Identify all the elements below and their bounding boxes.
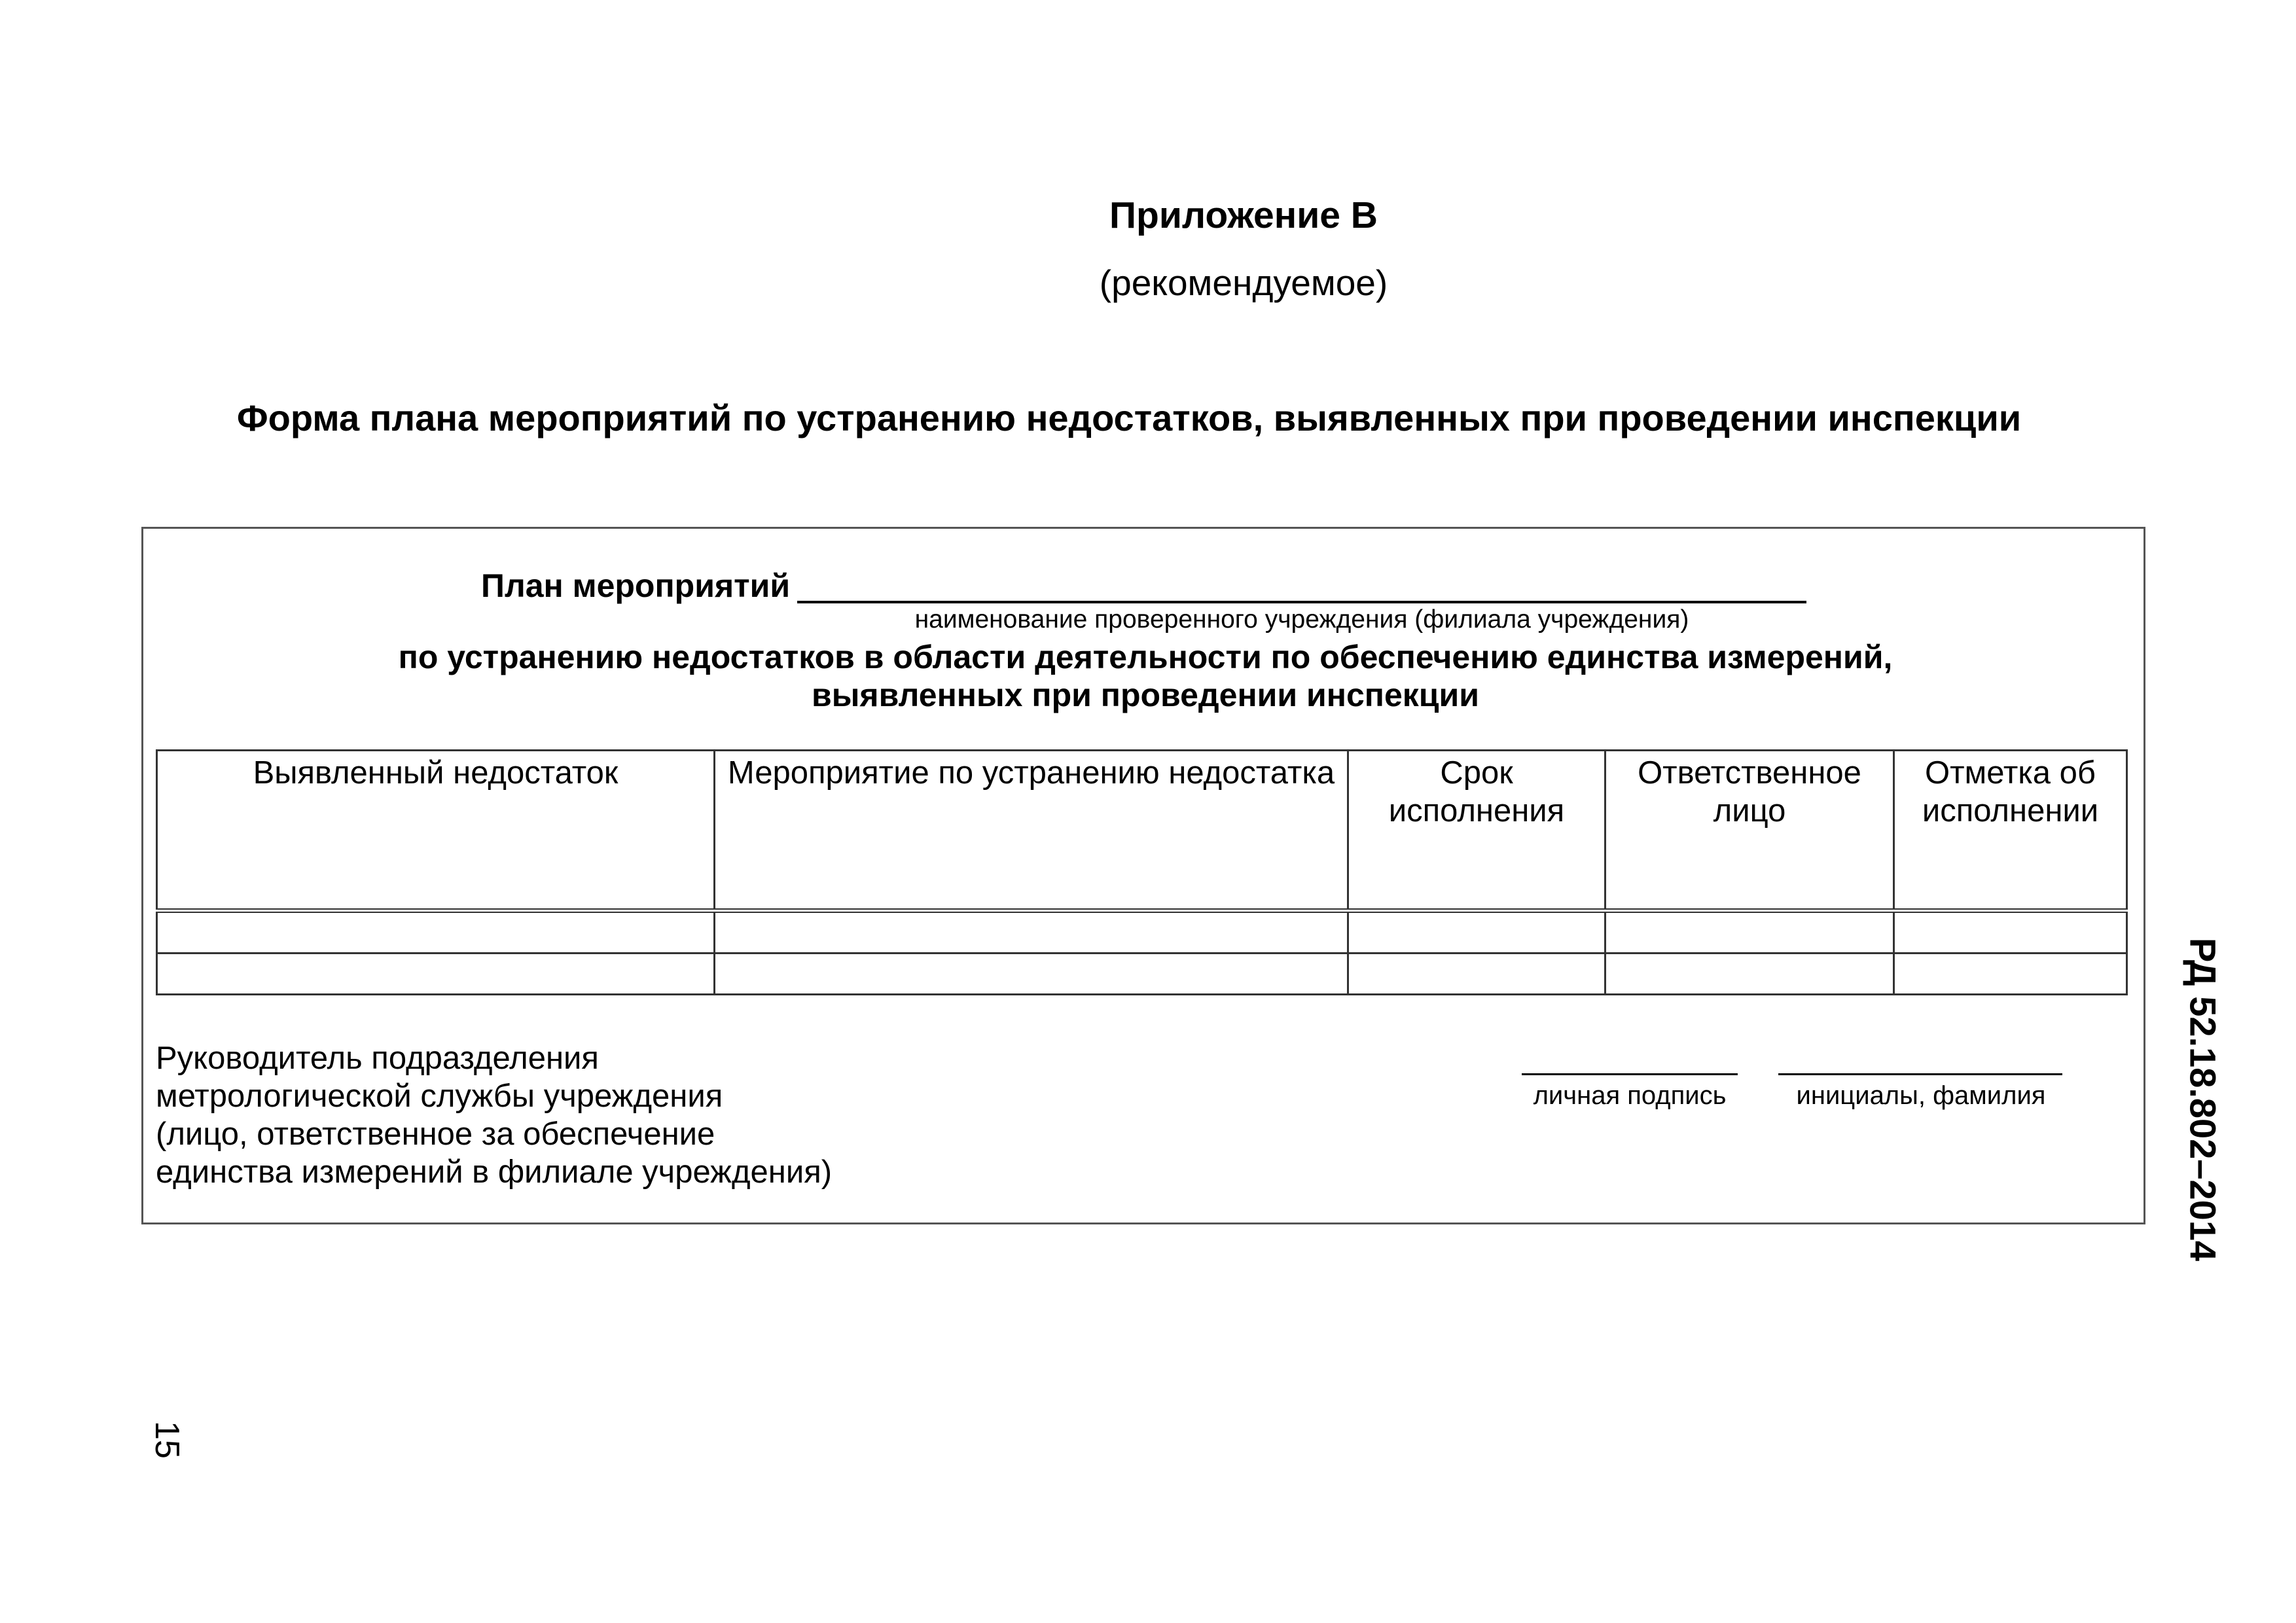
table-cell[interactable]	[1348, 911, 1605, 954]
personal-signature-line[interactable]	[1522, 1073, 1738, 1075]
table-row	[157, 954, 2127, 995]
col-header-deadline: Срок исполнения	[1348, 751, 1605, 911]
table-cell[interactable]	[1894, 911, 2127, 954]
signer-title: Руководитель подразделения метрологической службы учреждения (лицо, ответственное за обеспечение единства измерений в филиале учреждения)	[156, 1041, 833, 1190]
table-header-row	[157, 751, 2127, 911]
col-header-deficiency: Выявленный недостаток	[157, 751, 715, 911]
initials-surname-line[interactable]	[1778, 1073, 2062, 1075]
plan-label: План мероприятий	[481, 567, 791, 604]
appendix-subtitle: (рекомендуемое)	[1099, 262, 1388, 303]
appendix-title: Приложение В	[1109, 194, 1378, 236]
plan-subtitle-line1: по устранению недостатков в области деятельности по обеспечению единства измерений,	[398, 639, 1893, 675]
page-number-text: 15	[148, 1421, 186, 1459]
table-cell[interactable]	[715, 911, 1348, 954]
col-header-responsible: Ответственное лицо	[1605, 751, 1894, 911]
table-cell[interactable]	[1605, 954, 1894, 995]
plan-subtitle-line2: выявленных при проведении инспекции	[811, 677, 1480, 713]
institution-name-line[interactable]	[797, 601, 1806, 603]
table-cell[interactable]	[1605, 911, 1894, 954]
col-header-measure: Мероприятие по устранению недостатка	[715, 751, 1348, 911]
table-cell[interactable]	[1894, 954, 2127, 995]
personal-signature-hint: личная подпись	[1533, 1081, 1727, 1110]
table-cell[interactable]	[157, 954, 715, 995]
table-row	[157, 911, 2127, 954]
institution-name-hint: наименование проверенного учреждения (филиала учреждения)	[914, 605, 1689, 633]
table-cell[interactable]	[157, 911, 715, 954]
form-title: Форма плана мероприятий по устранению недостатков, выявленных при проведении инспекции	[236, 397, 2022, 438]
initials-surname-hint: инициалы, фамилия	[1796, 1081, 2046, 1110]
plan-table	[156, 749, 2128, 995]
col-header-completion-mark: Отметка об исполнении	[1894, 751, 2127, 911]
table-cell[interactable]	[715, 954, 1348, 995]
table-cell[interactable]	[1348, 954, 1605, 995]
document-code-text: РД 52.18.802–2014	[2182, 937, 2224, 1262]
